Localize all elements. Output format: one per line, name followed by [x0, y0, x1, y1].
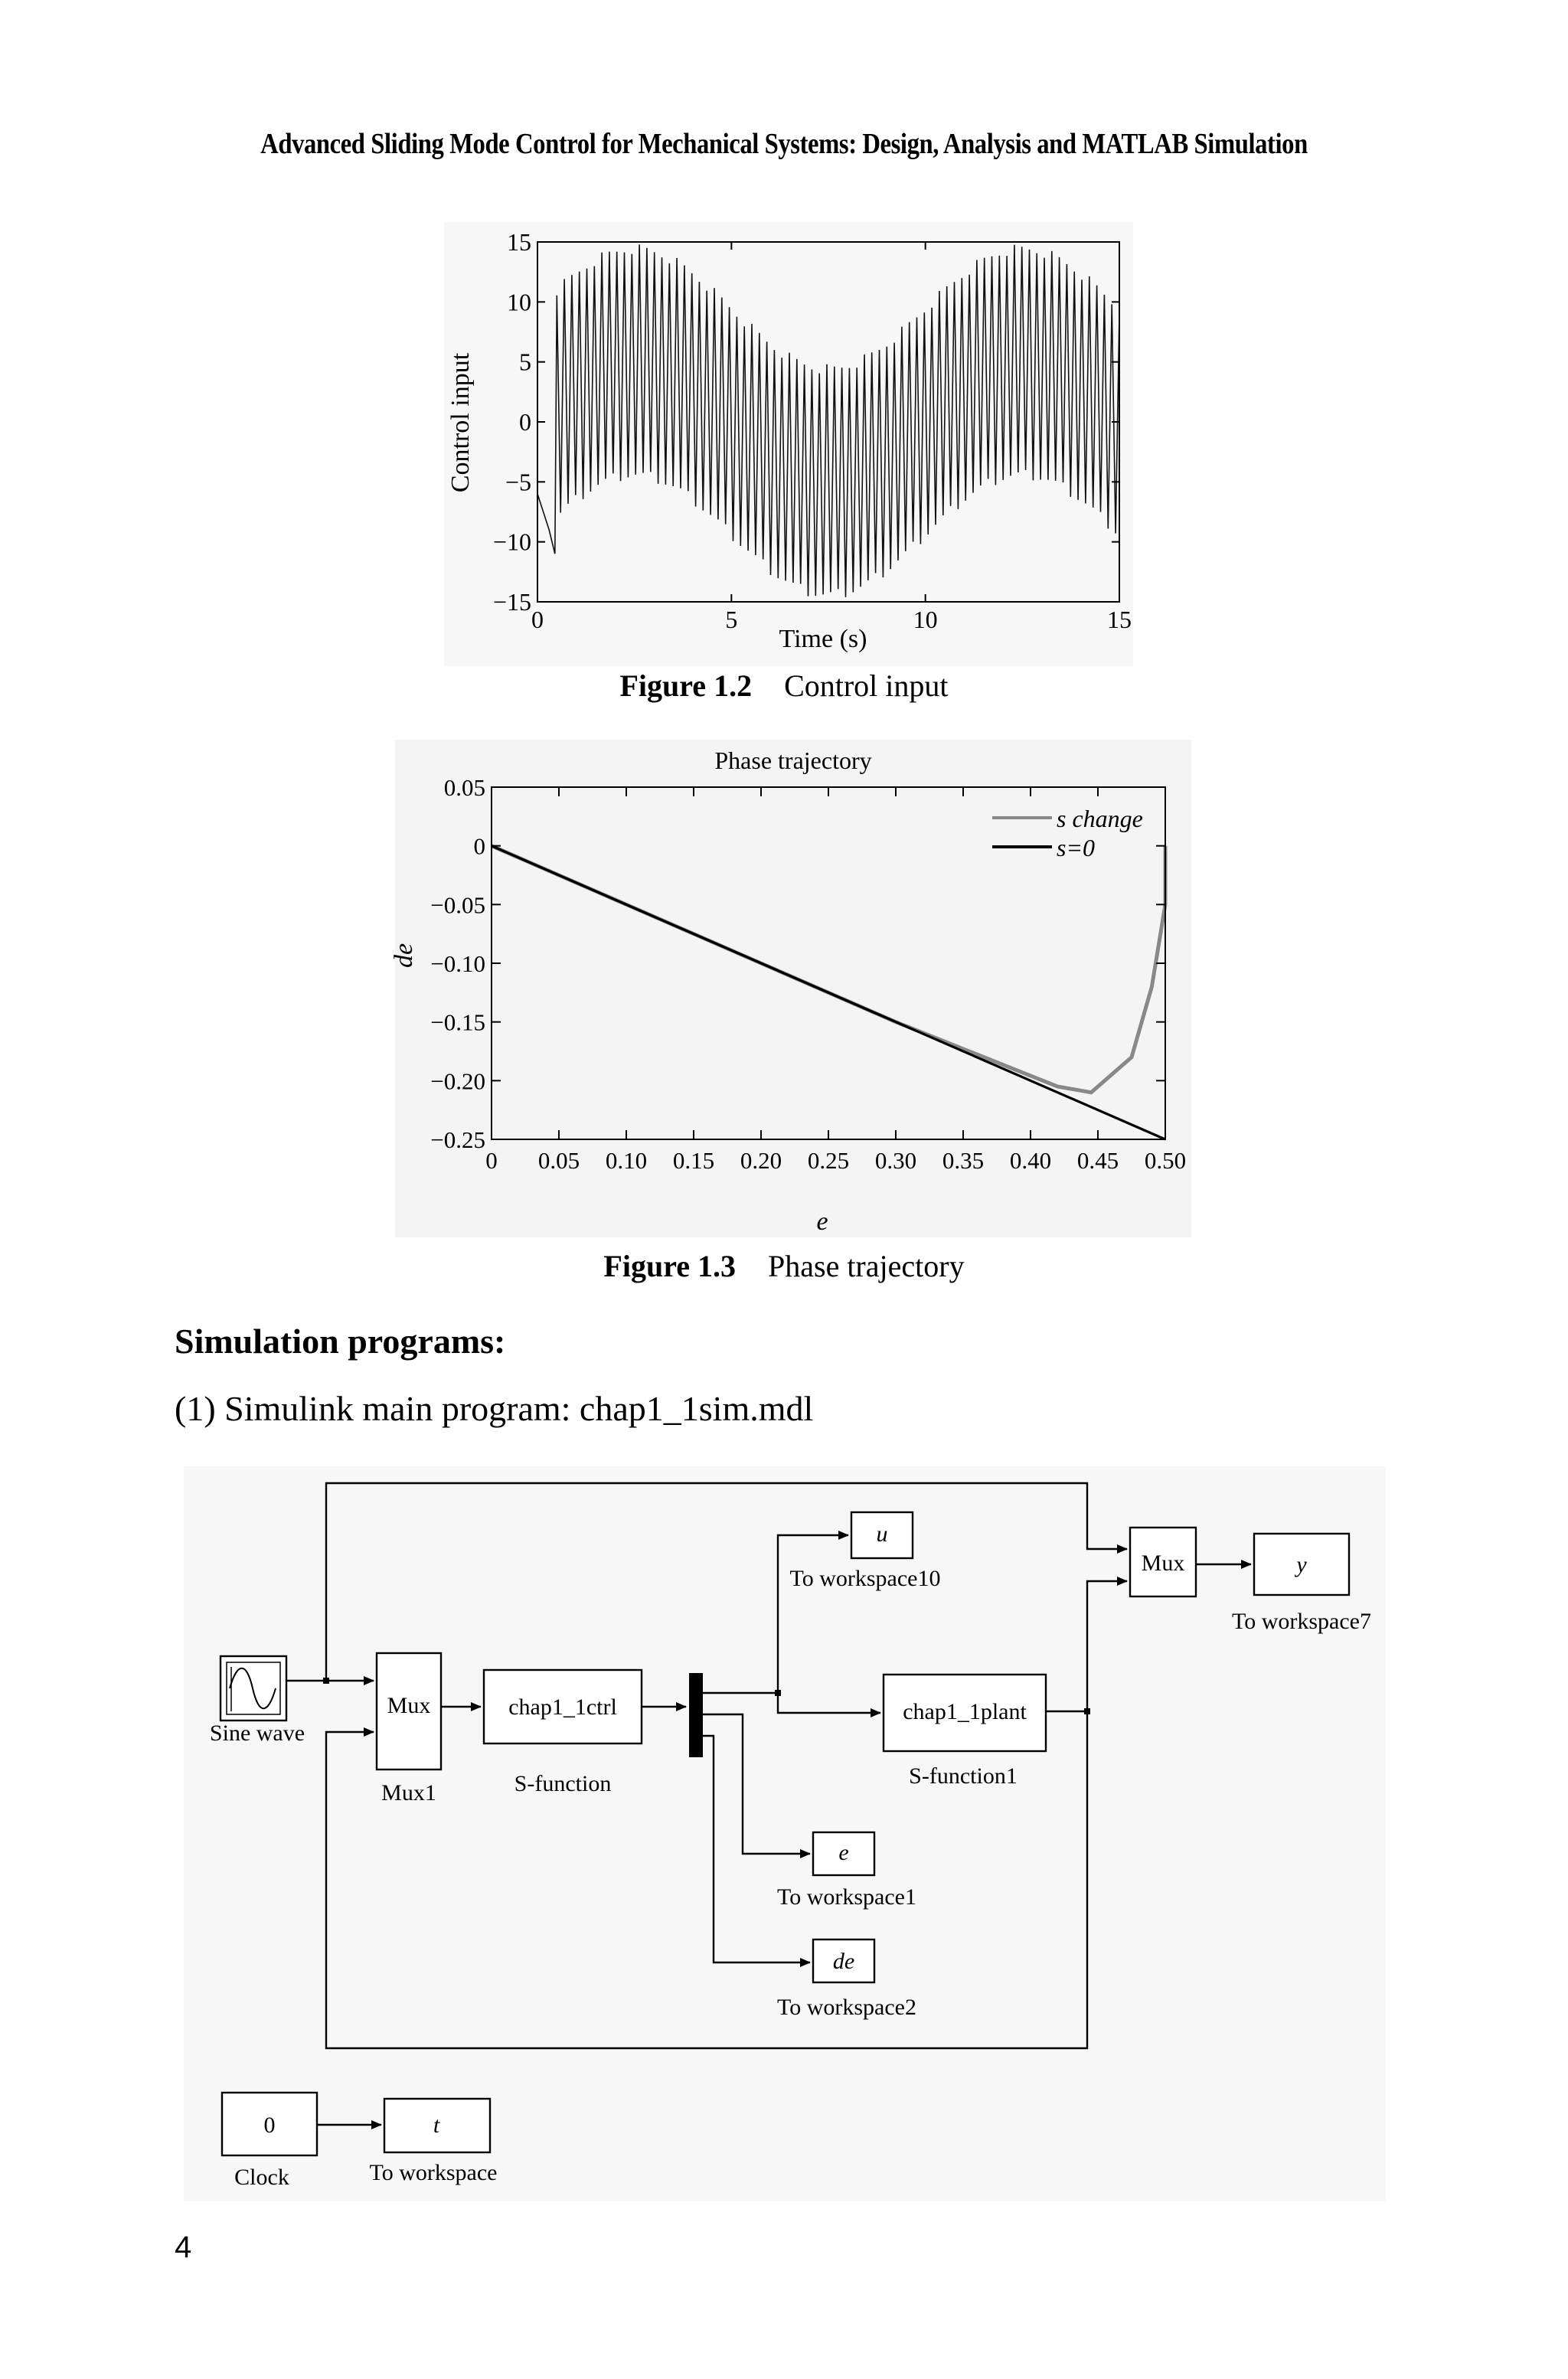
x-tick-label: 0.10 [605, 1147, 648, 1174]
e-block-text: e [838, 1840, 849, 1865]
y-block-text: y [1296, 1552, 1307, 1577]
phase-chart-title: Phase trajectory [714, 747, 872, 774]
figure-1-3-caption [0, 1248, 1568, 1284]
y-tick-label: 0 [519, 408, 531, 436]
x-tick-label: 0.30 [874, 1147, 917, 1174]
x-tick-label: 0.15 [672, 1147, 715, 1174]
x-tick-label: 0 [531, 606, 544, 633]
ctrl-label: S-function [514, 1771, 612, 1796]
figure-1-2-label: Figure 1.2 [619, 668, 753, 703]
figure-1-3-chart [390, 740, 1191, 1237]
y-tick-label: −15 [492, 588, 531, 616]
sine-wave-block[interactable] [220, 1656, 286, 1721]
t-label: To workspace [369, 2160, 498, 2185]
figure-1-2-chart [444, 222, 1133, 666]
y-tick-label: −0.25 [430, 1126, 485, 1153]
y-tick-label: −0.05 [430, 891, 485, 919]
y-tick-label: −10 [492, 528, 531, 556]
y-tick-label: 5 [519, 348, 531, 376]
x-tick-label: 0.40 [1009, 1147, 1052, 1174]
figure-1-2-caption [0, 668, 1568, 704]
y-tick-label: −0.20 [430, 1067, 485, 1095]
y-tick-label: 10 [507, 288, 531, 316]
y-tick-label: −0.10 [430, 950, 485, 977]
plant-label: S-function1 [909, 1763, 1018, 1789]
t-block-text: t [433, 2113, 440, 2138]
mux1-label: Mux1 [381, 1780, 436, 1805]
control-input-xlabel: Time (s) [779, 625, 867, 653]
de-label: To workspace2 [776, 1995, 917, 2020]
x-tick-label: 0.20 [740, 1147, 782, 1174]
de-block-text: de [832, 1949, 855, 1974]
simulink-diagram [184, 1466, 1386, 2201]
running-header: Advanced Sliding Mode Control for Mechanical Systems: Design, Analysis and MATLAB Simulation [260, 128, 1308, 160]
section-heading: Simulation programs: [175, 1322, 506, 1361]
u-label: To workspace10 [789, 1566, 941, 1591]
program-line: (1) Simulink main program: chap1_1sim.mdl [175, 1389, 814, 1428]
mux-block-text: Mux [1141, 1551, 1185, 1576]
phase-ylabel: de [390, 943, 418, 969]
x-tick-label: 5 [725, 606, 738, 633]
e-label: To workspace1 [776, 1884, 917, 1910]
x-tick-label: 0.35 [942, 1147, 985, 1174]
figure-1-3-caption-text: Phase trajectory [768, 1249, 965, 1283]
legend-label-s-zero: s=0 [1057, 834, 1096, 861]
y-tick-label: 0.05 [443, 774, 485, 801]
figure-1-3-label: Figure 1.3 [603, 1249, 736, 1283]
y-tick-label: −0.15 [430, 1008, 485, 1036]
y-tick-label: 0 [473, 832, 485, 860]
x-tick-label: 0 [485, 1147, 498, 1174]
x-tick-label: 0.50 [1144, 1147, 1187, 1174]
demux-block[interactable] [689, 1673, 703, 1757]
clock-block-text: 0 [263, 2113, 276, 2138]
sine-wave-label: Sine wave [209, 1721, 305, 1746]
y-label: To workspace7 [1231, 1609, 1372, 1634]
x-tick-label: 0.05 [537, 1147, 580, 1174]
ctrl-block-text: chap1_1ctrl [508, 1694, 617, 1720]
mux1-block-text: Mux [387, 1693, 431, 1718]
y-tick-label: −5 [505, 468, 531, 496]
figure-1-2-caption-text: Control input [784, 668, 949, 703]
x-tick-label: 0.45 [1076, 1147, 1119, 1174]
clock-label: Clock [234, 2165, 289, 2190]
phase-xlabel: e [816, 1207, 828, 1236]
x-tick-label: 10 [913, 606, 938, 633]
legend-label-s-change: s change [1057, 805, 1143, 832]
u-block-text: u [876, 1521, 888, 1547]
x-tick-label: 0.25 [807, 1147, 850, 1174]
x-tick-label: 15 [1107, 606, 1132, 633]
control-input-ylabel: Control input [446, 352, 475, 493]
plant-block-text: chap1_1plant [903, 1699, 1027, 1724]
y-tick-label: 15 [507, 228, 531, 256]
page-number: 4 [175, 2230, 192, 2264]
